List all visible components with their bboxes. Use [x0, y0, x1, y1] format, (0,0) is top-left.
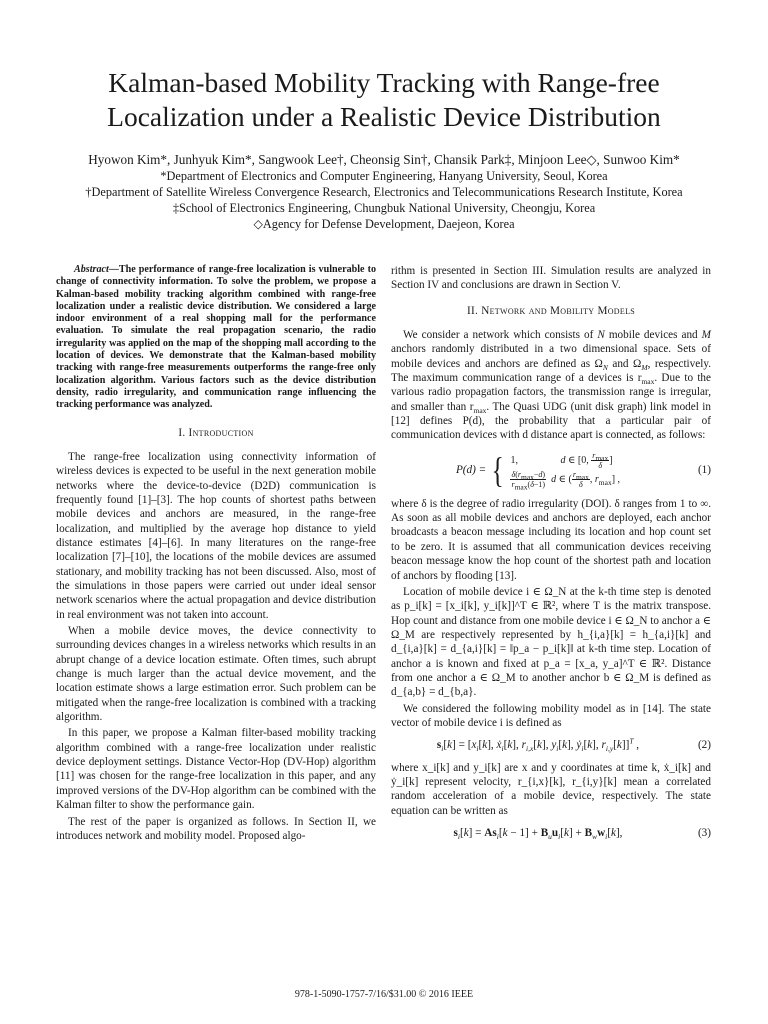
equation-2-number: (2) — [697, 739, 711, 752]
network-paragraph-3: Location of mobile device i ∈ Ω_N at the k-th time step is denoted as p_i[k] = [x_i[k], y_i[k]]^T ∈ ℝ², where T is the matrix transpose. Hop count and distance from one mobile device i ∈ Ω_N to anchor a ∈ Ω_M are respectively represented by h_{i,a}[k] = h_{a,i}[k] and d_{i,a}[k] = d_{a,i}[k] = ‖p_a − p_i[k]‖ at k-th time step. Location of anchor a is known and fixed at p_a = [x_a, y_a]^T ∈ ℝ². Distance from one anchor a ∈ Ω_M to another anchor b ∈ Ω_M is defined as d_{a,b} = d_{b,a}. — [391, 585, 712, 699]
equation-3: $s_i[k] = As_i[k - 1] + B_uu_i[k] + B_ww_i[k]$, (3) — [453, 827, 711, 842]
intro-paragraph-3: In this paper, we propose a Kalman filter-based mobility tracking algorithm combined with a range-free localization under realistic device deployment settings. Distance Vector-Hop (DV-Hop) algorithm [11] was chosen for the range-free localization in this paper, and any improved versions of the DV-Hop algorithm can be combined with the Kalman filter to show the performance gain. — [56, 727, 376, 812]
abstract-text: —The performance of range-free localization is vulnerable to change of connectivity information. To solve the problem, we propose a Kalman-based mobility tracking algorithm combined with range-free localization under a realistic device distribution. We considered a large indoor environment of a real shopping mall for the performance evaluation. To simulate the real propagation scenario, the radio irregularity was applied on the map of the shopping mall according to the location of devices. We demonstrate that the Kalman-based mobility tracking with range-free measurements outperforms the range-free only localization algorithm. Various factors such as the device distribution density, radio irregularity, and communication range influencing the tracking performance was analyzed. — [56, 264, 376, 411]
equation-2: $s_i[k] = [x_i[k]$, ẋ$_i$[k], $r_{i,x}[k]$, $y_i[k]$, ẏ$_i$[k], $r_{i,y}[k]]^T$ , (2) — [436, 736, 711, 754]
equation-1-number: (1) — [697, 463, 711, 476]
equation-1-lhs: P(d) = — [455, 463, 487, 476]
network-paragraph-4: We considered the following mobility model as in [14]. The state vector of mobile device i is defined as — [391, 702, 711, 729]
intro-paragraph-1: The range-free localization using connectivity information of wireless devices is expected to be useful in the next generation mobile networks where the device-to-device (D2D) communication is frequently found [1]–[3]. The hop counts of shortest paths between mobile devices and anchors are measured, in the range-free localization, and multiplied by the average hop distance to yield distance estimates [4]–[6]. In many literatures on the range-free localization [7]–[10], the locations of the mobile devices are assumed stationary, and mobility tracking has not been discussed. Also, most of the simulations in those papers were carried out under ideal sensor network scenarios where the actual propagation and device distribution in real environment was not taken into account. — [56, 450, 376, 621]
affiliation-3: ‡School of Electronics Engineering, Chungbuk National University, Cheongju, Korea — [172, 201, 596, 215]
abstract-label: Abstract — [74, 264, 109, 275]
right-column — [391, 264, 711, 848]
section-2-heading: II. Network and Mobility Models — [466, 304, 636, 317]
paper-title — [40, 66, 728, 134]
network-paragraph-1: We consider a network which consists of N mobile devices and M anchors randomly distributed in a two dimensional space. Sets of mobile devices and anchors are defined as $\Omega_N$ and $\Omega_M$, respectively. The maximum communication range of a devices is $r_{max}$. Due to the various radio propagation factors, the transmission range is irregular, and smaller than $r_{max}$. The Quasi UDG (unit disk graph) link model in [12] defines P(d), the probability that a particular pair of communication devices with d distance apart is connected, as follows: — [391, 329, 712, 442]
intro-paragraph-2: When a mobile device moves, the device connectivity to surrounding devices changes in a wireless networks which results in an abrupt change of a device location estimate. Often times, such abrupt change is much larger than the actual device movement, and the location estimate shows a large estimation error. Such problem can be mitigated when the range-free localization is combined with a tracking algorithm. — [56, 625, 376, 724]
affiliation-2: †Department of Satellite Wireless Convergence Research, Electronics and Telecommunications Research Institute, Korea — [85, 185, 683, 199]
affiliation-4: ◇Agency for Defense Development, Daejeon, Korea — [253, 217, 515, 231]
author-names: Hyowon Kim*, Junhyuk Kim*, Sangwook Lee†, Cheonsig Sin†, Chansik Park‡, Minjoon Lee◇, Sunwoo Kim* — [88, 152, 680, 167]
left-column — [56, 264, 376, 845]
equation-1 — [391, 449, 711, 492]
equation-1-cases: 1, d ∈ [0, $\frac{r_{max}}{\delta}$ ] $\frac{\delta(r_{max}-d)}{r_{max}(\delta-1)}$ d ∈ ( $\frac{r_{max}}{\delta}$ , $r_{max}$] , — [510, 450, 621, 492]
equation-3-number: (3) — [697, 827, 711, 839]
abstract — [56, 264, 376, 412]
title-line-2: Localization under a Realistic Device Distribution — [107, 101, 661, 132]
title-line-1: Kalman-based Mobility Tracking with Range-free — [108, 67, 660, 98]
intro-paragraph-4: The rest of the paper is organized as follows. In Section II, we introduces network and mobility model. Proposed algo- — [56, 815, 376, 842]
brace-glyph: { — [491, 449, 504, 490]
network-paragraph-5: where x_i[k] and y_i[k] are x and y coordinates at time k, ẋ_i[k] and ẏ_i[k] represent velocity, r_{i,x}[k], r_{i,y}[k] mean a correlated random acceleration of a mobile device, respectively. The state equation can be written as — [391, 761, 711, 817]
network-paragraph-2: where δ is the degree of radio irregularity (DOI). δ ranges from 1 to ∞. As soon as all mobile devices and anchors are deployed, each anchor broadcasts a beacon message including its location and hop count set to be zero. It is assumed that all communication devices receiving beacon message know the hop count of the shortest path and location of anchors by flooding [13]. — [391, 497, 711, 582]
copyright-footer: 978-1-5090-1757-7/16/$31.00 © 2016 IEEE — [294, 989, 474, 1000]
section-1-heading: I. Introduction — [178, 426, 254, 439]
author-block — [20, 151, 748, 232]
intro-paragraph-5: rithm is presented in Section III. Simulation results are analyzed in Section IV and conclusions are drawn in Section V. — [391, 265, 711, 292]
affiliation-1: *Department of Electronics and Computer Engineering, Hanyang University, Seoul, Korea — [160, 169, 608, 183]
